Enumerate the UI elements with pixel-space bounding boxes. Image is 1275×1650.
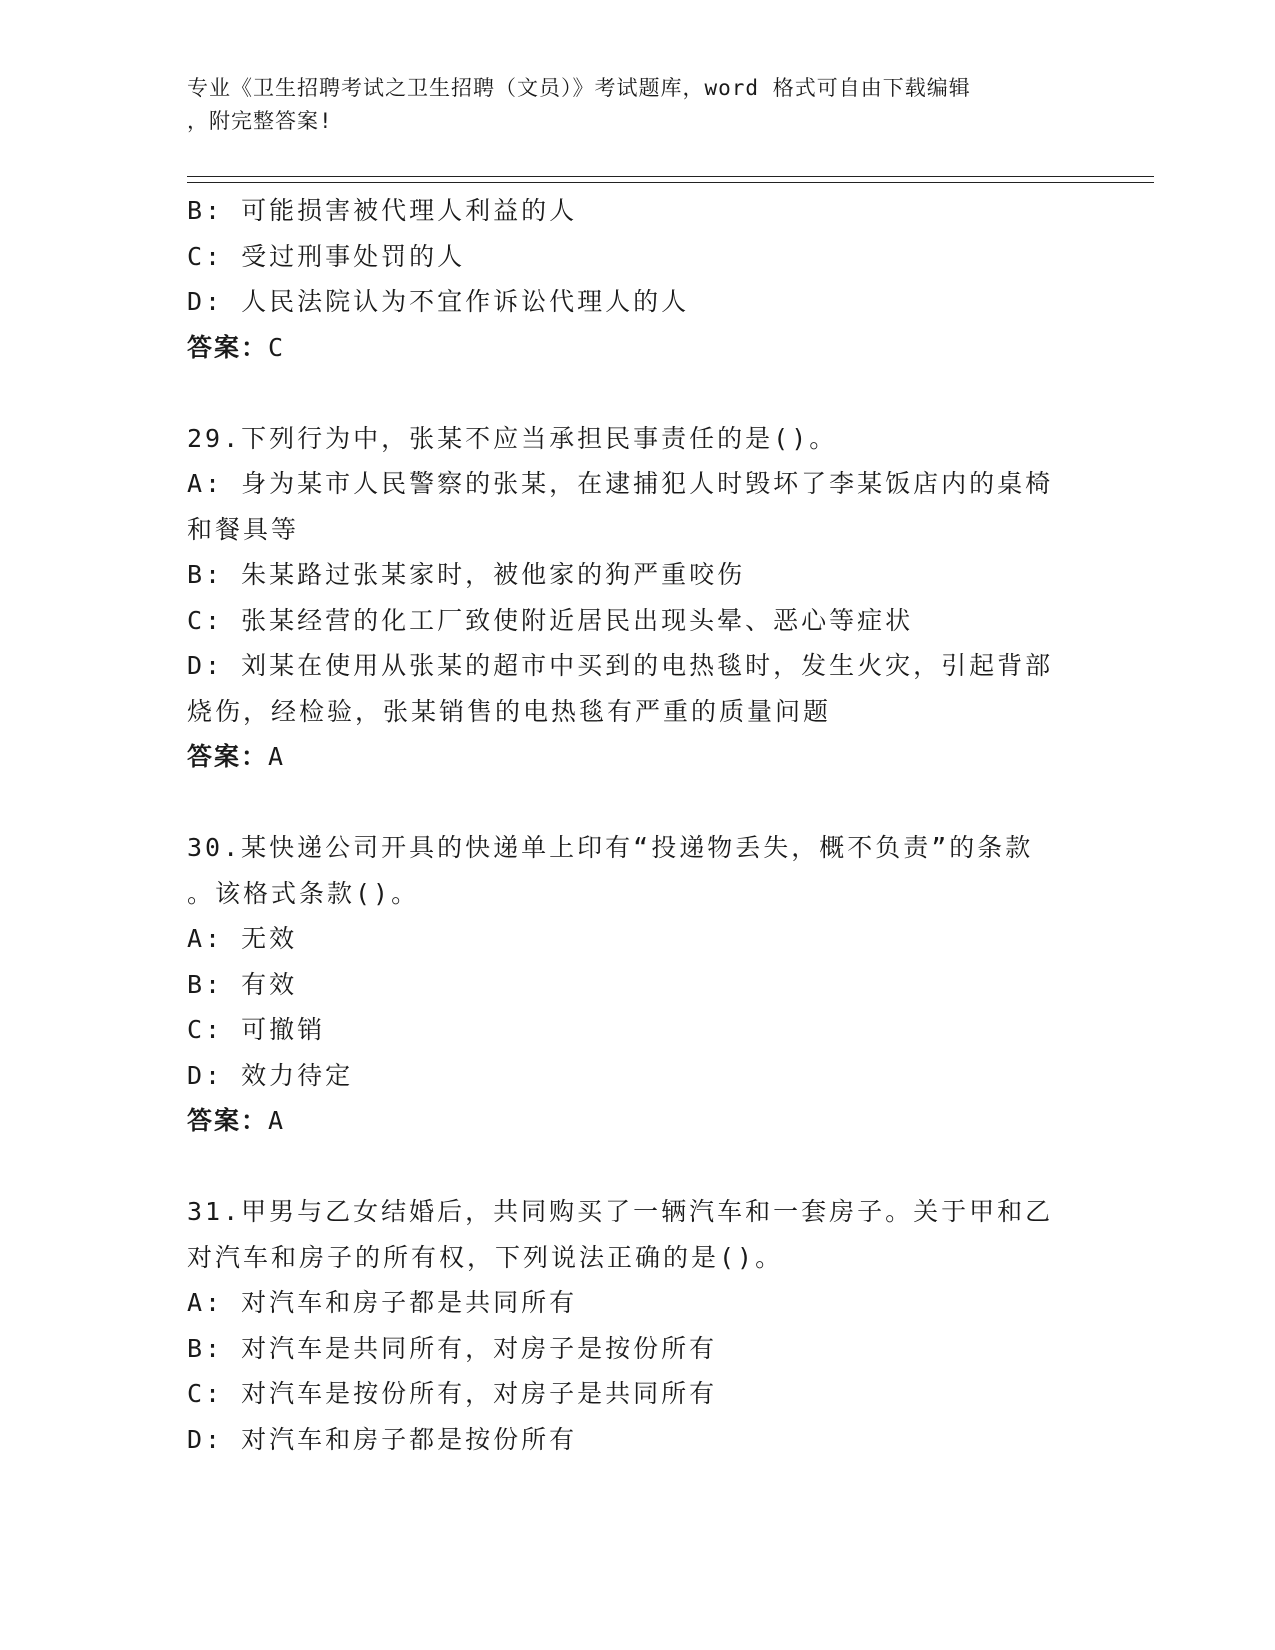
- option-c: C: 受过刑事处罚的人: [187, 241, 466, 271]
- header-divider-top: [187, 176, 1154, 177]
- option-d: D: 人民法院认为不宜作诉讼代理人的人: [187, 287, 690, 316]
- answer-value: A: [268, 1106, 286, 1135]
- question-stem: 29.下列行为中，张某不应当承担民事责任的是()。: [187, 423, 838, 453]
- answer-label: 答案：: [187, 1106, 269, 1135]
- option-d-continued: 烧伤，经检验，张某销售的电热毯有严重的质量问题: [187, 696, 832, 726]
- option-c: C: 张某经营的化工厂致使附近居民出现头晕、恶心等症状: [187, 605, 914, 635]
- option-a: A: 对汽车和房子都是共同所有: [187, 1288, 578, 1317]
- document-header: [187, 72, 1067, 138]
- question-28-tail: [187, 188, 1087, 370]
- option-b: B: 有效: [187, 969, 298, 999]
- option-b: B: 朱某路过张某家时，被他家的狗严重咬伤: [187, 560, 746, 589]
- answer-value: C: [268, 332, 286, 362]
- answer-label: 答案：: [187, 332, 269, 362]
- option-b: B: 对汽车是共同所有，对房子是按份所有: [187, 1333, 718, 1363]
- option-a-continued: 和餐具等: [187, 514, 300, 544]
- question-list: [187, 188, 1087, 1462]
- question-30: [187, 825, 1087, 1144]
- question-31: [187, 1189, 1087, 1462]
- header-divider-bottom: [187, 182, 1154, 183]
- question-29: [187, 416, 1087, 780]
- question-stem-continued: 。该格式条款()。: [187, 878, 420, 908]
- option-d: D: 对汽车和房子都是按份所有: [187, 1424, 578, 1454]
- answer: [187, 325, 1087, 371]
- option-a: A: 身为某市人民警察的张某，在逮捕犯人时毁坏了李某饭店内的桌椅: [187, 469, 1054, 498]
- answer: [187, 734, 1087, 780]
- option-c: C: 可撤销: [187, 1015, 326, 1044]
- option-b: B: 可能损害被代理人利益的人: [187, 196, 578, 225]
- option-d: D: 效力待定: [187, 1060, 354, 1090]
- option-c: C: 对汽车是按份所有，对房子是共同所有: [187, 1379, 718, 1408]
- answer-label: 答案：: [187, 742, 269, 771]
- answer: [187, 1098, 1087, 1144]
- option-a: A: 无效: [187, 924, 298, 953]
- question-stem: 31.甲男与乙女结婚后，共同购买了一辆汽车和一套房子。关于甲和乙: [187, 1197, 1054, 1226]
- header-line-1: 专业《卫生招聘考试之卫生招聘（文员）》考试题库，word 格式可自由下载编辑: [187, 76, 971, 100]
- header-line-2: ，附完整答案!: [187, 109, 333, 133]
- option-d: D: 刘某在使用从张某的超市中买到的电热毯时，发生火灾，引起背部: [187, 651, 1054, 680]
- question-stem-continued: 对汽车和房子的所有权，下列说法正确的是()。: [187, 1242, 784, 1272]
- answer-value: A: [268, 742, 286, 771]
- question-stem: 30.某快递公司开具的快递单上印有“投递物丢失，概不负责”的条款: [187, 833, 1034, 862]
